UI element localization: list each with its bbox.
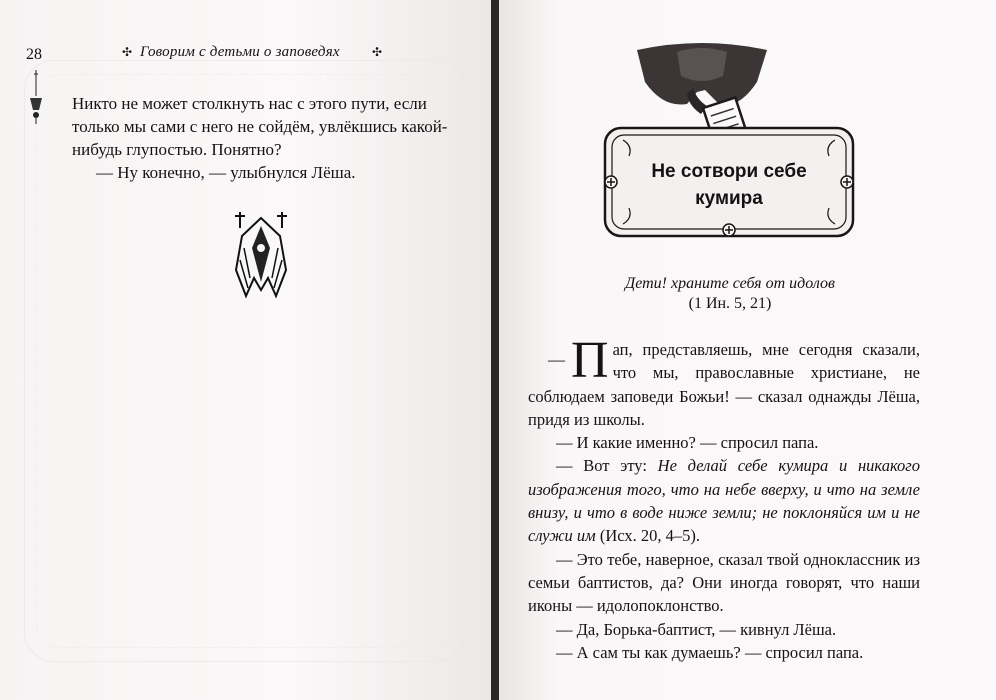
paragraph: — Да, Борька-баптист, — кивнул Лёша. xyxy=(556,619,837,639)
right-body-text xyxy=(528,332,920,664)
paragraph: — Ну конечно, — улыбнулся Лёша. xyxy=(96,163,356,182)
drop-cap: П xyxy=(571,332,609,389)
paragraph: — А сам ты как думаешь? — спросил папа. xyxy=(556,642,864,662)
paragraph: Никто не может столкнуть нас с этого пути, если только мы сами с него не сойдём, увлёкшись какой-нибудь глупостью. Понятно? xyxy=(72,94,448,159)
dialogue-dash: — xyxy=(548,350,565,369)
scripture-reference: (Исх. 20, 4–5). xyxy=(595,526,700,546)
seraph-emblem-icon xyxy=(232,208,290,302)
paragraph: — Это тебе, наверное, сказал твой одноклассник из семьи баптистов, да? Они иногда говорят, что наши иконы — идолопоклонство. xyxy=(528,549,920,616)
paragraph: — И какие именно? — спросил папа. xyxy=(556,433,819,453)
running-head: Говорим с детьми о заповедях xyxy=(140,44,340,60)
epigraph-quote: Дети! храните себя от идолов xyxy=(625,275,835,292)
chapter-title-line: кумира xyxy=(695,188,763,209)
chapter-title xyxy=(603,158,855,212)
paragraph xyxy=(528,332,920,431)
book-gutter xyxy=(491,0,499,700)
left-body-text xyxy=(72,92,452,184)
page-number: 28 xyxy=(26,46,42,63)
cross-ornament-icon: ✣ xyxy=(372,45,383,59)
scripture-quote: Не делай себе кумира и никакого изображения того, что на небе вверху, и что на земле внизу, и что в воде ниже земли; не поклоняйся им и не служи им xyxy=(528,456,920,546)
paragraph-text: — Вот эту: xyxy=(556,456,658,476)
left-page xyxy=(0,0,491,700)
hanging-lamp-icon xyxy=(28,70,44,124)
epigraph xyxy=(611,274,849,314)
paragraph xyxy=(528,454,920,547)
paragraph-text: ап, представляешь, мне сегодня сказали, что мы, православные христиане, не соблюдаем заповеди Божьи! — сказал однажды Лёша, придя из школы. xyxy=(528,340,920,429)
epigraph-reference: (1 Ин. 5, 21) xyxy=(688,295,772,312)
cross-ornament-icon: ✣ xyxy=(122,45,133,59)
chapter-title-line: Не сотвори себе xyxy=(651,161,807,182)
